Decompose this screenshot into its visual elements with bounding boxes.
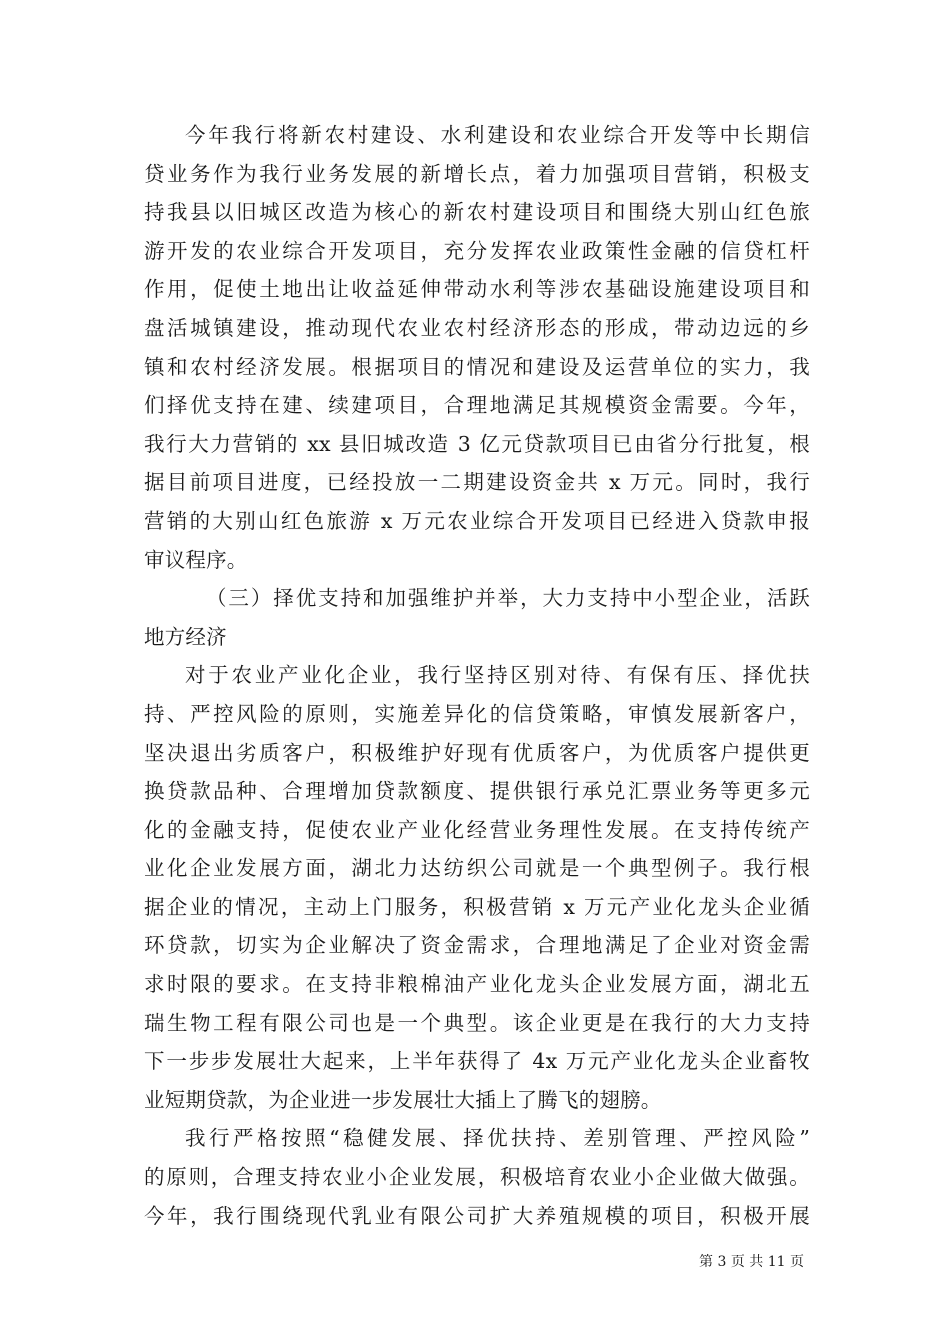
paragraph-line: 今年我行将新农村建设、水利建设和农业综合开发等中长期信 [185,123,810,147]
paragraph-line: 化的金融支持，促使农业产业化经营业务理性发展。在支持传统产 [144,817,810,842]
paragraph-line: 作用，促使土地出让收益延伸带动水利等涉农基础设施建设项目和 [144,277,810,302]
paragraph-line: 我行严格按照“稳健发展、择优扶持、差别管理、严控风险” [185,1126,810,1151]
paragraph-line: 盘活城镇建设，推动现代农业农村经济形态的形成，带动边远的乡 [144,315,810,340]
paragraph-line: 营销的大别山红色旅游 x 万元农业综合开发项目已经进入贷款申报 [144,508,810,533]
paragraph-line: 审议程序。 [144,547,248,572]
paragraph-line: 环贷款，切实为企业解决了资金需求，合理地满足了企业对资金需 [144,933,810,958]
paragraph-line: 游开发的农业综合开发项目，充分发挥农业政策性金融的信贷杠杆 [144,238,810,263]
section-heading-line: （三）择优支持和加强维护并举，大力支持中小型企业，活跃 [206,586,810,611]
paragraph-line: 镇和农村经济发展。根据项目的情况和建设及运营单位的实力，我 [144,354,810,379]
paragraph-line: 换贷款品种、合理增加贷款额度、提供银行承兑汇票业务等更多元 [144,779,810,804]
paragraph-line: 据企业的情况，主动上门服务，积极营销 x 万元产业化龙头企业循 [144,894,810,919]
paragraph-line: 贷业务作为我行业务发展的新增长点，着力加强项目营销，积极支 [144,161,810,186]
paragraph-line: 我行大力营销的 xx 县旧城改造 3 亿元贷款项目已由省分行批复，根 [144,431,810,456]
paragraph-line: 据目前项目进度，已经投放一二期建设资金共 x 万元。同时，我行 [144,470,810,495]
paragraph-line: 求时限的要求。在支持非粮棉油产业化龙头企业发展方面，湖北五 [144,972,810,997]
paragraph-line: 持我县以旧城区改造为核心的新农村建设项目和围绕大别山红色旅 [144,200,810,225]
document-body [144,116,810,1235]
paragraph-line: 们择优支持在建、续建项目，合理地满足其规模资金需要。今年， [144,393,810,418]
section-heading-line: 地方经济 [144,624,227,649]
paragraph-line: 瑞生物工程有限公司也是一个典型。该企业更是在我行的大力支持 [144,1010,810,1035]
paragraph-line: 今年，我行围绕现代乳业有限公司扩大养殖规模的项目，积极开展 [144,1203,810,1228]
paragraph-line: 的原则，合理支持农业小企业发展，积极培育农业小企业做大做强。 [144,1165,810,1190]
paragraph-line: 对于农业产业化企业，我行坚持区别对待、有保有压、择优扶 [185,663,810,688]
paragraph-line: 持、严控风险的原则，实施差异化的信贷策略，审慎发展新客户， [144,701,810,726]
paragraph-line: 业短期贷款，为企业进一步发展壮大插上了腾飞的翅膀。 [144,1087,662,1112]
page-number-footer: 第 3 页 共 11 页 [699,1254,804,1270]
paragraph-line: 业化企业发展方面，湖北力达纺织公司就是一个典型例子。我行根 [144,856,810,881]
paragraph-line: 下一步步发展壮大起来，上半年获得了 4x 万元产业化龙头企业畜牧 [144,1049,810,1074]
paragraph-line: 坚决退出劣质客户，积极维护好现有优质客户，为优质客户提供更 [144,740,810,765]
